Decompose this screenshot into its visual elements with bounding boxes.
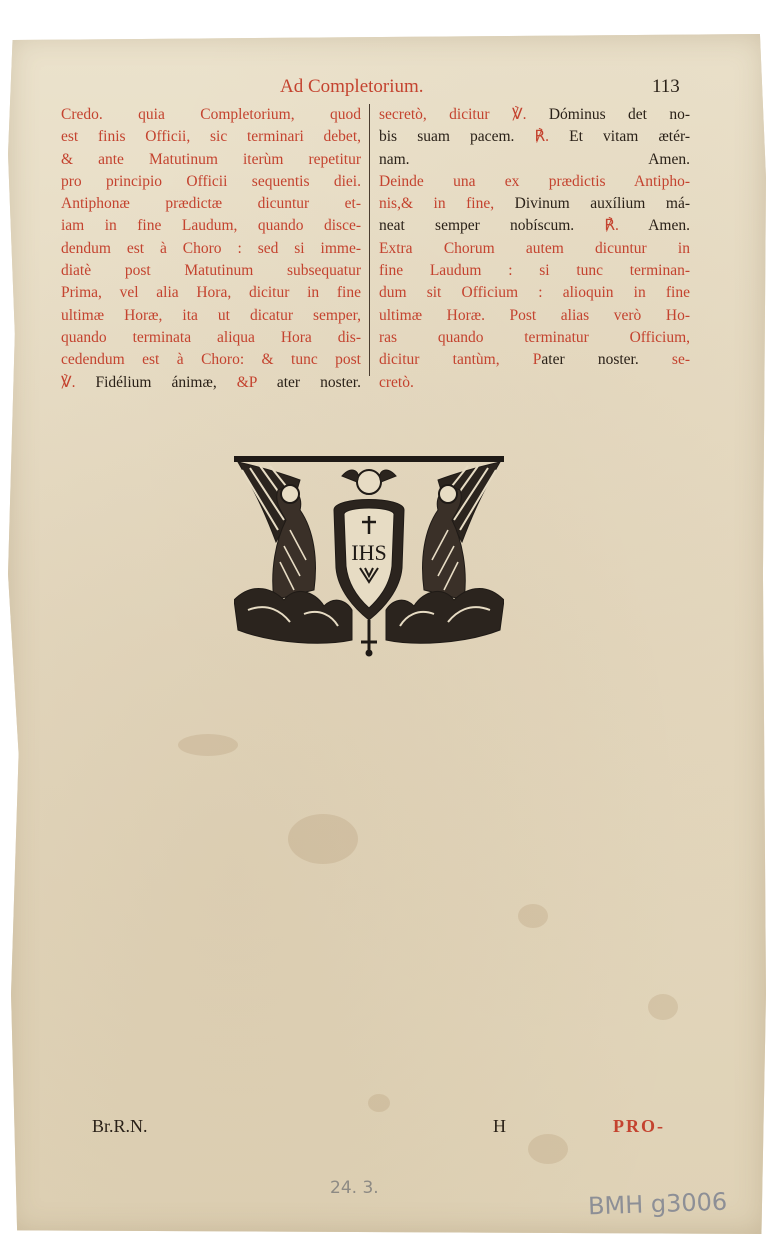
text-run: P <box>532 351 542 369</box>
text-line <box>379 193 690 215</box>
text-run: secretò, dicitur <box>379 106 512 123</box>
text-line <box>61 238 361 260</box>
emblem-monogram-text: IHS <box>351 540 387 565</box>
ihs-angels-woodcut-emblem <box>234 450 504 660</box>
text-line <box>61 149 361 171</box>
left-text-column <box>61 104 361 394</box>
text-line <box>379 372 690 394</box>
text-run: ras quando terminatur Officium, <box>379 328 690 346</box>
library-stamp: BMH g3006 <box>587 1187 728 1221</box>
text-line <box>379 349 690 371</box>
text-run: Deinde una ex prædictis Antipho- <box>379 172 690 190</box>
text-run: & ante Matutinum iterùm repetitur <box>61 150 361 168</box>
text-line <box>379 171 690 193</box>
text-run: Et vitam ætér- <box>549 128 690 146</box>
text-run: ultimæ Horæ, ita ut dicatur semper, <box>61 306 361 324</box>
text-line <box>379 238 690 260</box>
text-run: cedendum est à Choro: & tunc post <box>61 351 361 369</box>
paper-stain <box>528 1134 568 1164</box>
text-run: Extra Chorum autem dicuntur in <box>379 239 690 257</box>
text-line <box>61 215 361 237</box>
signature-mark: Br.R.N. <box>92 1116 148 1136</box>
text-run: dendum est à Choro : sed si imme- <box>61 239 361 257</box>
page-number: 113 <box>652 76 680 97</box>
text-run: bis suam pacem. <box>379 128 535 146</box>
text-run: neat semper nobíscum. <box>379 217 605 235</box>
text-run: nam. Amen. <box>379 150 690 168</box>
text-line <box>61 327 361 349</box>
text-run: iam in fine Laudum, quando disce- <box>61 217 361 235</box>
text-run: ater noster. <box>256 373 361 391</box>
right-text-column <box>379 104 690 394</box>
pencil-annotation: 24. 3. <box>330 1178 379 1198</box>
paper-stain <box>288 814 358 864</box>
text-run: nis,& in fine, <box>379 195 515 213</box>
text-run: ℣. <box>61 373 96 391</box>
text-run: quando terminata aliqua Hora dis- <box>61 328 361 346</box>
text-line <box>61 372 361 394</box>
text-line <box>379 104 690 126</box>
text-run: Antiphonæ prædictæ dicuntur et- <box>61 195 361 213</box>
paper-stain <box>518 904 548 928</box>
text-run: dum sit Officium : alioquin in fine <box>379 284 690 302</box>
text-run: Prima, vel alia Hora, dicitur in fine <box>61 284 361 302</box>
text-run: ater noster. <box>541 351 672 369</box>
text-line <box>379 149 690 171</box>
text-line <box>61 193 361 215</box>
text-run: se- <box>671 351 690 369</box>
text-line <box>61 349 361 371</box>
text-run: dicitur tantùm, <box>379 351 533 369</box>
text-run: ℣. <box>511 106 549 123</box>
text-run: &P <box>236 373 257 391</box>
text-line <box>379 305 690 327</box>
text-run: fine Laudum : si tunc terminan- <box>379 262 690 280</box>
text-line <box>379 126 690 148</box>
text-run: Fidélium ánimæ, <box>95 373 237 391</box>
text-run: ℟. <box>534 128 549 146</box>
text-line <box>61 171 361 193</box>
text-line <box>379 215 690 237</box>
text-line <box>61 126 361 148</box>
text-line <box>61 260 361 282</box>
paper-stain <box>368 1094 390 1112</box>
text-run: diatè post Matutinum subsequatur <box>61 262 361 280</box>
signature-letter: H <box>493 1116 506 1136</box>
text-run: C <box>61 106 72 123</box>
text-run: Dóminus det no- <box>548 106 691 123</box>
text-line <box>61 305 361 327</box>
text-run: Amen. <box>618 217 690 235</box>
column-divider <box>369 104 370 376</box>
text-line <box>379 327 690 349</box>
text-run: redo. quia Completorium, quod <box>71 106 361 123</box>
text-run: Divinum auxílium má- <box>514 195 690 213</box>
text-run: est finis Officii, sic terminari debet, <box>61 128 361 146</box>
text-line <box>379 282 690 304</box>
text-run: ultimæ Horæ. Post alias verò Ho- <box>379 306 690 324</box>
text-run: pro principio Officii sequentis diei. <box>61 172 361 190</box>
paper-stain <box>178 734 238 756</box>
text-line <box>379 260 690 282</box>
text-run: ℟. <box>604 217 619 235</box>
text-line <box>61 282 361 304</box>
text-run: cretò. <box>379 373 414 391</box>
running-head: Ad Completorium. <box>280 76 424 97</box>
text-line <box>61 104 361 126</box>
catchword: PRO- <box>613 1116 665 1136</box>
paper-stain <box>648 994 678 1020</box>
